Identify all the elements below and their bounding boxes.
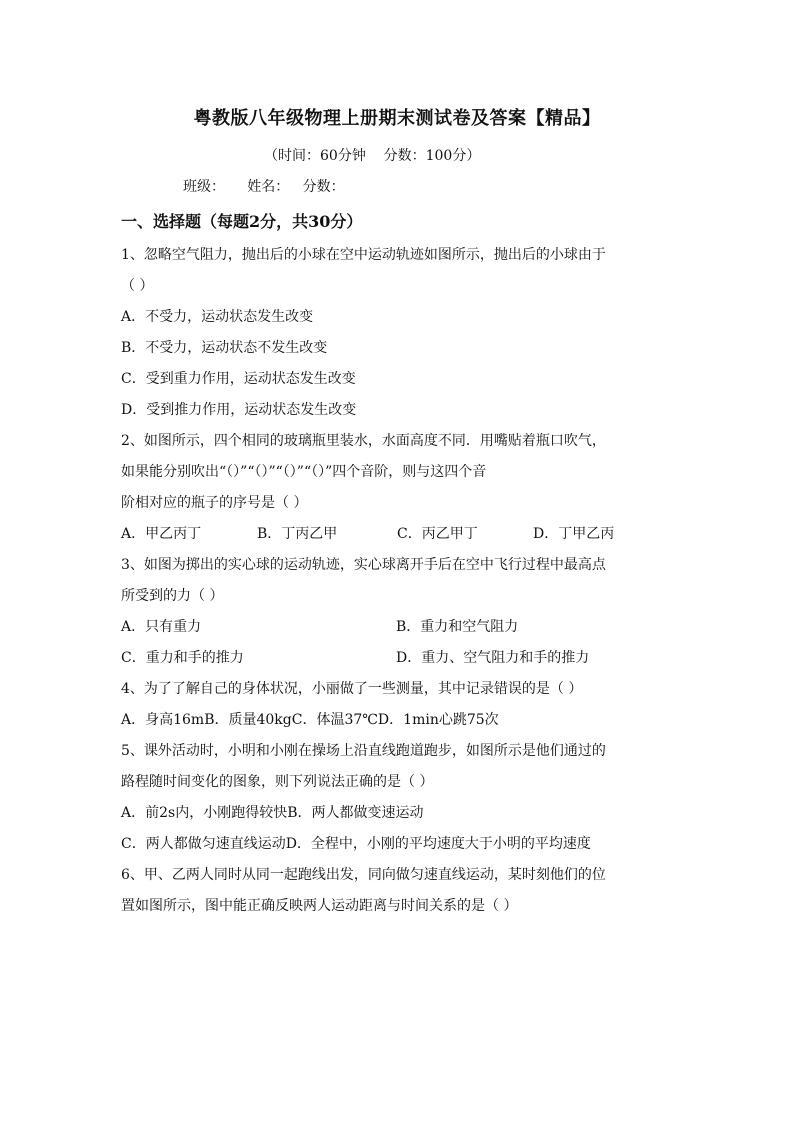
student-info-line: 班级： 姓名： 分数： — [183, 179, 345, 195]
q2-stem-line2: 如果能分别吹出“（）”“（）”“（）”“（）”四个音阶，则与这四个音 — [121, 464, 487, 480]
q5-options-cd: C．两人都做匀速直线运动D．全程中，小刚的平均速度大于小明的平均速度 — [121, 836, 591, 852]
q4-options: A．身高16mB．质量40kgC．体温37℃D．1min心跳75次 — [121, 712, 499, 728]
q5-options-ab: A．前2s内，小刚跑得较快B．两人都做变速运动 — [121, 805, 424, 821]
q2-option-b: B．丁丙乙甲 — [257, 526, 338, 542]
exam-title: 粤教版八年级物理上册期末测试卷及答案【精品】 — [193, 108, 601, 129]
q5-stem-line2: 路程随时间变化的图象，则下列说法正确的是（ ） — [121, 774, 434, 790]
q2-stem-line3: 阶相对应的瓶子的序号是（ ） — [121, 495, 308, 511]
q1-option-a: A．不受力，运动状态发生改变 — [121, 309, 314, 325]
q3-option-b: B．重力和空气阻力 — [396, 619, 519, 635]
question-list — [121, 240, 681, 922]
section-heading-choice: 一、选择题（每题2分，共30分） — [121, 212, 363, 231]
q1-stem-line1: 1、忽略空气阻力，抛出后的小球在空中运动轨迹如图所示，抛出后的小球由于 — [121, 247, 606, 263]
q5-stem-line1: 5、课外活动时，小明和小刚在操场上沿直线跑道跑步，如图所示是他们通过的 — [121, 743, 606, 759]
q1-option-c: C．受到重力作用，运动状态发生改变 — [121, 371, 356, 387]
q3-stem-line2: 所受到的力（ ） — [121, 588, 224, 604]
q3-options-cd — [121, 643, 681, 674]
q2-option-c: C．丙乙甲丁 — [397, 526, 478, 542]
q3-options-ab — [121, 612, 681, 643]
q1-option-d: D．受到推力作用，运动状态发生改变 — [121, 402, 357, 418]
q1-stem-line2: （ ） — [121, 278, 154, 294]
exam-time-score: （时间：60分钟 分数：100分） — [264, 148, 481, 164]
q4-stem: 4、为了了解自己的身体状况，小丽做了一些测量，其中记录错误的是（ ） — [121, 681, 583, 697]
q6-stem-line2: 置如图所示，图中能正确反映两人运动距离与时间关系的是（ ） — [121, 898, 518, 914]
q2-option-d: D．丁甲乙丙 — [533, 526, 615, 542]
q3-option-c: C．重力和手的推力 — [121, 650, 244, 666]
q3-stem-line1: 3、如图为掷出的实心球的运动轨迹，实心球离开手后在空中飞行过程中最高点 — [121, 557, 606, 573]
q3-option-a: A．只有重力 — [121, 619, 202, 635]
q3-option-d: D．重力、空气阻力和手的推力 — [396, 650, 590, 666]
q2-options — [121, 519, 681, 550]
q1-option-b: B．不受力，运动状态不发生改变 — [121, 340, 328, 356]
q2-stem-line1: 2、如图所示，四个相同的玻璃瓶里装水，水面高度不同．用嘴贴着瓶口吹气， — [121, 433, 606, 449]
q2-option-a: A．甲乙丙丁 — [121, 526, 202, 542]
q6-stem-line1: 6、甲、乙两人同时从同一起跑线出发，同向做匀速直线运动，某时刻他们的位 — [121, 867, 606, 883]
